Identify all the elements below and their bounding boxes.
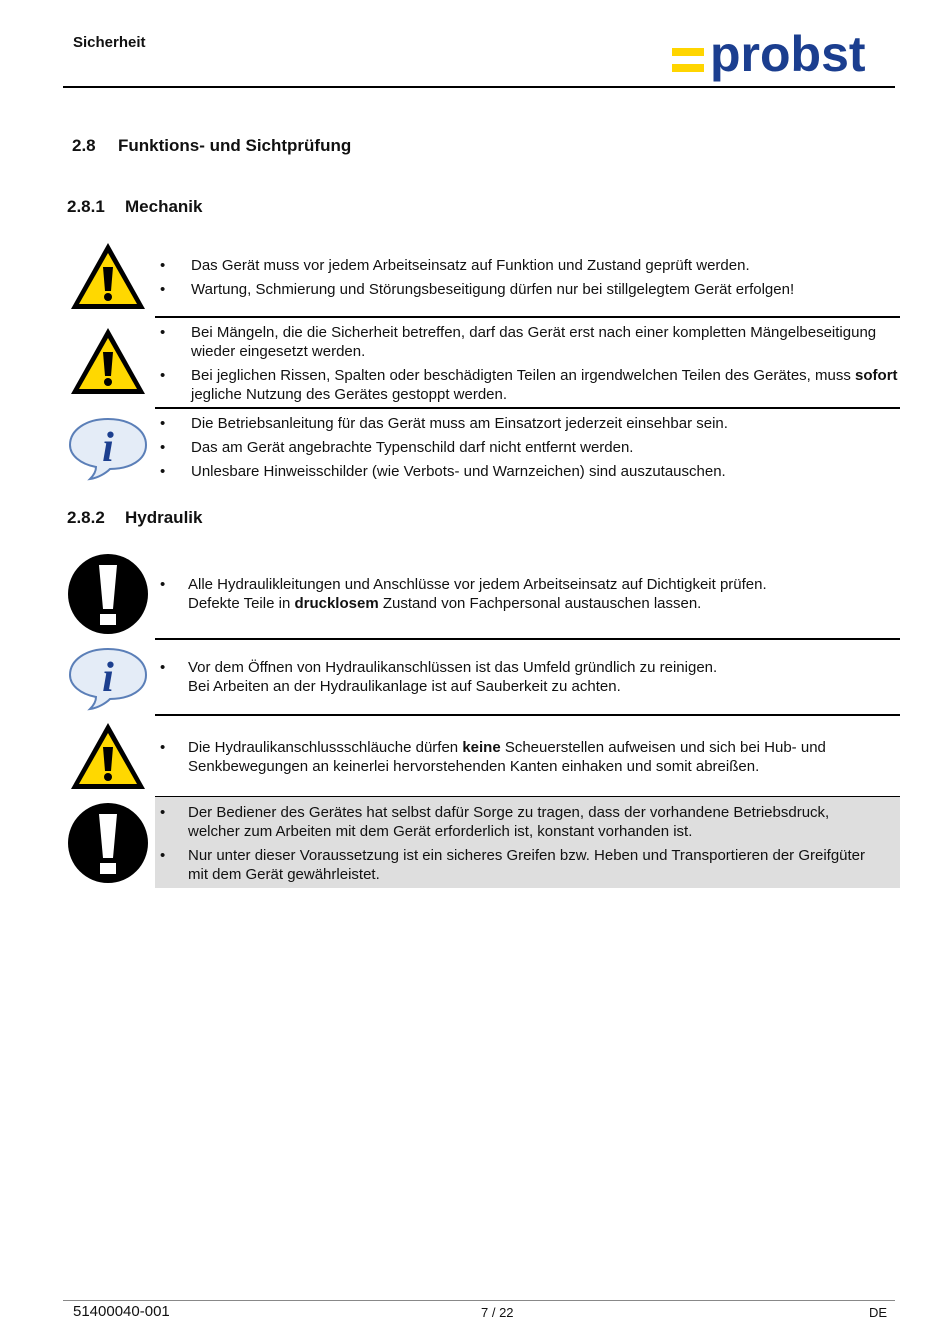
section-title: Funktions- und Sichtprüfung <box>118 136 352 155</box>
logo-bar-top <box>672 48 704 56</box>
text-line: Alle Hydraulikleitungen und Anschlüsse vor jedem Arbeitseinsatz auf Dichtigkeit prüfen. <box>188 576 767 593</box>
hydraulik-block-3 <box>155 738 900 781</box>
info-icon <box>66 645 150 713</box>
list-item <box>155 658 900 696</box>
hydraulik-block-1 <box>155 575 900 618</box>
text-run: jegliche Nutzung des Gerätes gestoppt werden. <box>191 386 508 403</box>
list-item: • Bei Mängeln, die die Sicherheit betreffen, darf das Gerät erst nach einer kompletten Mängelbeseitigung wieder eingesetzt werden. <box>155 323 900 361</box>
logo-text: probst <box>710 26 866 82</box>
section-number: 2.8 <box>72 136 96 155</box>
subsection-heading-mechanik <box>67 197 202 217</box>
mechanik-block-2 <box>155 323 900 409</box>
svg-text:i: i <box>102 655 114 701</box>
subsection-title: Hydraulik <box>125 508 203 527</box>
footer-divider <box>63 1300 895 1301</box>
hydraulik-block-4 <box>155 797 900 888</box>
warning-triangle-icon <box>68 325 148 397</box>
bold-text: keine <box>462 739 501 756</box>
block-separator <box>155 714 900 716</box>
header-section-title: Sicherheit <box>73 34 146 51</box>
text-line: Bei Arbeiten an der Hydraulikanlage ist auf Sauberkeit zu achten. <box>188 678 621 695</box>
subsection-number: 2.8.2 <box>67 508 105 527</box>
bold-text: drucklosem <box>294 595 379 612</box>
section-heading <box>72 136 351 156</box>
footer-language: DE <box>869 1305 888 1320</box>
svg-text:i: i <box>102 425 114 471</box>
footer-page-number: 7 / 22 <box>481 1305 514 1320</box>
text-run: Scheuerstellen aufweisen und sich bei Hub- und Senkbewegungen an keinerlei hervorstehenden Kanten einhaken und somit abreißen. <box>188 739 826 775</box>
list-item: • Das Gerät muss vor jedem Arbeitseinsatz auf Funktion und Zustand geprüft werden. <box>155 256 900 275</box>
list-item: • Wartung, Schmierung und Störungsbeseitigung dürfen nur bei stillgelegtem Gerät erfolgen! <box>155 280 900 299</box>
list-item: • Die Betriebsanleitung für das Gerät muss am Einsatzort jederzeit einsehbar sein. <box>155 414 900 433</box>
hydraulik-block-2 <box>155 658 900 701</box>
list-item: • Nur unter dieser Voraussetzung ist ein sicheres Greifen bzw. Heben und Transportieren der Greifgüter mit dem Gerät gewährleistet. <box>155 846 900 884</box>
list-item: • Unlesbare Hinweisschilder (wie Verbots- und Warnzeichen) sind auszutauschen. <box>155 462 900 481</box>
header-divider <box>63 86 895 88</box>
probst-logo <box>672 26 892 86</box>
text-run: Defekte Teile in <box>188 595 295 612</box>
subsection-number: 2.8.1 <box>67 197 105 216</box>
exclamation-icon <box>67 802 149 884</box>
block-separator <box>155 407 900 409</box>
mechanik-block-1 <box>155 256 900 304</box>
text-line: Vor dem Öffnen von Hydraulikanschlüssen ist das Umfeld gründlich zu reinigen. <box>188 659 718 676</box>
list-item <box>155 575 900 613</box>
list-item: • Das am Gerät angebrachte Typenschild darf nicht entfernt werden. <box>155 438 900 457</box>
text-run: Bei jeglichen Rissen, Spalten oder beschädigten Teilen an irgendwelchen Teilen des Gerätes, muss <box>191 367 856 384</box>
info-icon <box>66 415 150 483</box>
subsection-title: Mechanik <box>125 197 203 216</box>
list-item: • Der Bediener des Gerätes hat selbst dafür Sorge zu tragen, dass der vorhandene Betriebsdruck, welcher zum Arbeiten mit dem Gerät erforderlich ist, konstant vorhanden ist. <box>155 803 900 841</box>
text-run: Die Hydraulikanschlussschläuche dürfen <box>188 739 463 756</box>
warning-triangle-icon <box>68 240 148 312</box>
exclamation-icon <box>67 553 149 635</box>
block-separator <box>155 638 900 640</box>
footer-doc-number: 51400040-001 <box>73 1303 170 1320</box>
logo-bar-bottom <box>672 64 704 72</box>
bold-text: sofort <box>855 367 898 384</box>
list-item <box>155 738 900 776</box>
mechanik-block-3 <box>155 414 900 486</box>
subsection-heading-hydraulik <box>67 508 202 528</box>
text-run: Zustand von Fachpersonal austauschen lassen. <box>378 595 702 612</box>
list-item <box>155 366 900 404</box>
warning-triangle-icon <box>68 720 148 792</box>
block-separator <box>155 316 900 318</box>
